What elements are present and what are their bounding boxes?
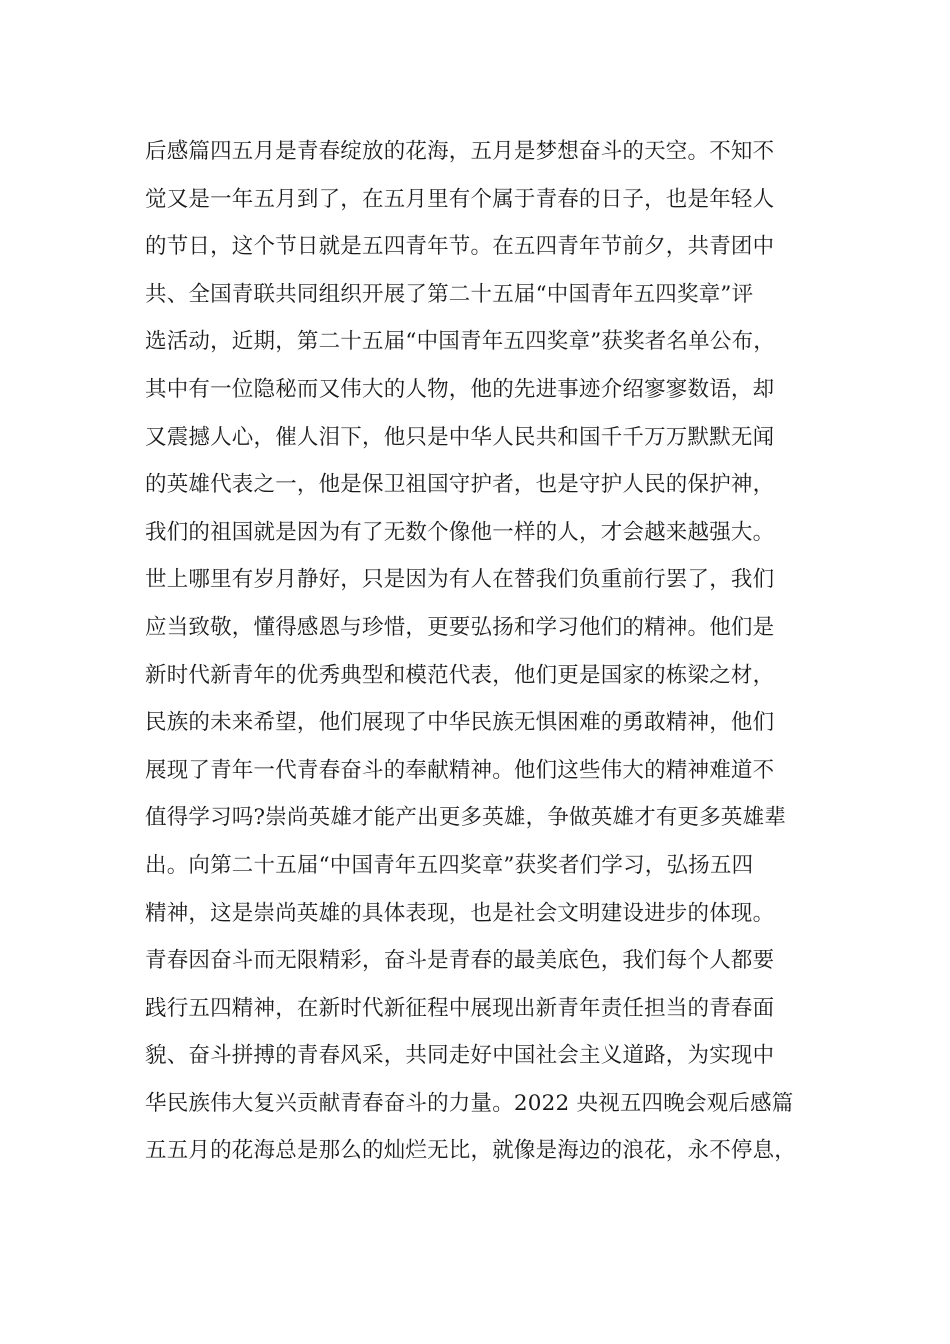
text-line: 觉又是一年五月到了，在五月里有个属于青春的日子，也是年轻人: [145, 186, 775, 212]
body-text: [145, 128, 825, 1175]
text-line: 貌、奋斗拼搏的青春风采，共同走好中国社会主义道路，为实现中: [145, 1043, 775, 1069]
text-line: 应当致敬，懂得感恩与珍惜，更要弘扬和学习他们的精神。他们是: [145, 614, 775, 640]
text-line: 的英雄代表之一，他是保卫祖国守护者，也是守护人民的保护神，: [145, 472, 775, 498]
text-line: 又震撼人心，催人泪下，他只是中华人民共和国千千万万默默无闻: [145, 424, 775, 450]
text-line: 值得学习吗?崇尚英雄才能产出更多英雄，争做英雄才有更多英雄辈: [145, 805, 787, 831]
text-line: 五五月的花海总是那么的灿烂无比，就像是海边的浪花，永不停息，: [145, 1138, 797, 1164]
text-line: 展现了青年一代青春奋斗的奉献精神。他们这些伟大的精神难道不: [145, 757, 775, 783]
text-line: 我们的祖国就是因为有了无数个像他一样的人，才会越来越强大。: [145, 519, 775, 545]
text-line: 后感篇四五月是青春绽放的花海，五月是梦想奋斗的天空。不知不: [145, 139, 775, 164]
text-line: 其中有一位隐秘而又伟大的人物，他的先进事迹介绍寥寥数语，却: [145, 376, 775, 402]
text-line: 新时代新青年的优秀典型和模范代表，他们更是国家的栋梁之材，: [145, 662, 775, 688]
text-line: 精神，这是崇尚英雄的具体表现，也是社会文明建设进步的体现。: [145, 900, 775, 926]
text-line: 华民族伟大复兴贡献青春奋斗的力量。2022 央视五四晚会观后感篇: [145, 1090, 794, 1116]
text-line: 的节日，这个节日就是五四青年节。在五四青年节前夕，共青团中: [145, 234, 775, 260]
text-line: 选活动，近期，第二十五届“中国青年五四奖章”获奖者名单公布，: [145, 329, 775, 355]
text-line: 民族的未来希望，他们展现了中华民族无惧困难的勇敢精神，他们: [145, 710, 775, 736]
text-line: 践行五四精神，在新时代新征程中展现出新青年责任担当的青春面: [145, 995, 775, 1021]
text-line: 出。向第二十五届“中国青年五四奖章”获奖者们学习，弘扬五四: [145, 852, 754, 878]
text-line: 世上哪里有岁月静好，只是因为有人在替我们负重前行罢了，我们: [145, 567, 775, 593]
text-line: 共、全国青联共同组织开展了第二十五届“中国青年五四奖章”评: [145, 281, 754, 307]
text-line: 青春因奋斗而无限精彩，奋斗是青春的最美底色，我们每个人都要: [145, 948, 775, 974]
